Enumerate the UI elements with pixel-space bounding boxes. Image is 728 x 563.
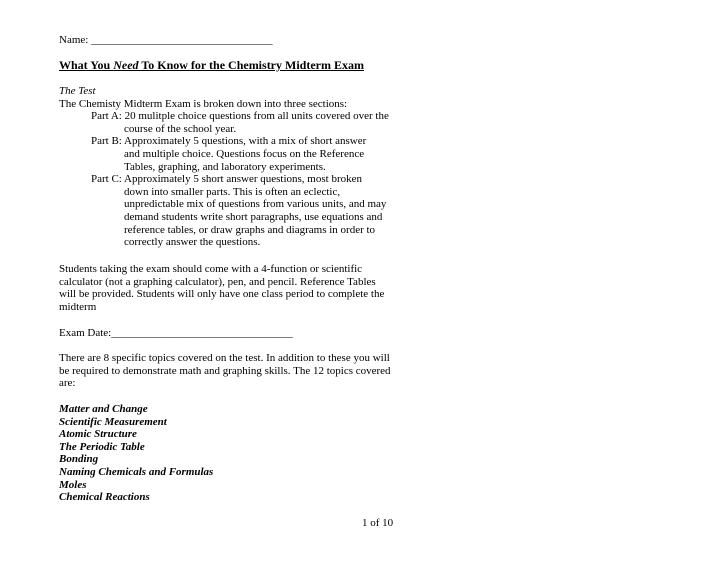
part-c-line-6: correctly answer the questions. xyxy=(124,236,261,249)
topic-item: Matter and Change xyxy=(59,403,148,415)
topic-item: The Periodic Table xyxy=(59,440,145,453)
the-test-section xyxy=(59,85,399,249)
part-a-line-1: Part A: 20 mulitple choice questions from all units covered over the xyxy=(91,110,389,123)
exam-date-field: Exam Date:_________________________________ xyxy=(59,327,293,339)
topics-list xyxy=(59,403,399,504)
name-field: Name: _________________________________ xyxy=(59,34,273,46)
part-b-line-1: Part B: Approximately 5 questions, with a mix of short answer xyxy=(91,135,367,148)
the-test-intro: The Chemisty Midterm Exam is broken down into three sections: xyxy=(59,97,348,110)
topic-item: Atomic Structure xyxy=(59,428,137,441)
part-c-line-1: Part C: Approximately 5 short answer questions, most broken xyxy=(91,173,362,186)
topics-line-2: be required to demonstrate math and graphing skills. The 12 topics covered xyxy=(59,364,391,377)
topic-item: Chemical Reactions xyxy=(59,491,150,504)
exam-date-line xyxy=(59,327,399,340)
students-line-4: midterm xyxy=(59,300,97,313)
name-line xyxy=(59,34,399,47)
part-c-line-5: reference tables, or draw graphs and diagrams in order to xyxy=(124,223,376,236)
part-c-line-4: demand students write short paragraphs, use equations and xyxy=(124,210,383,223)
students-paragraph xyxy=(59,263,399,313)
title-part2: To Know for the Chemistry Midterm Exam xyxy=(138,58,364,72)
topic-item: Bonding xyxy=(59,453,99,466)
document-title xyxy=(59,59,399,72)
topic-item: Scientific Measurement xyxy=(59,415,167,428)
students-line-3: will be provided. Students will only have one class period to complete the xyxy=(59,288,385,301)
part-c-line-2: down into smaller parts. This is often an eclectic, xyxy=(124,185,341,198)
topics-line-1: There are 8 specific topics covered on the test. In addition to these you will xyxy=(59,352,390,364)
page-number: 1 of 10 xyxy=(362,517,394,529)
part-c-line-3: unpredictable mix of questions from various units, and may xyxy=(124,198,387,211)
topic-item: Naming Chemicals and Formulas xyxy=(59,465,214,478)
topics-paragraph xyxy=(59,352,399,390)
topics-line-3: are: xyxy=(59,377,76,390)
part-b-line-3: Tables, graphing, and laboratory experiments. xyxy=(124,160,326,173)
part-a-line-2: course of the school year. xyxy=(124,122,237,135)
title-part1: What You xyxy=(59,58,114,72)
title-emphasis: Need xyxy=(113,58,139,72)
the-test-heading: The Test xyxy=(59,85,96,97)
students-line-2: calculator (not a graphing calculator), pen, and pencil. Reference Tables xyxy=(59,275,376,288)
students-line-1: Students taking the exam should come with a 4-function or scientific xyxy=(59,263,363,275)
part-b-line-2: and multiple choice. Questions focus on the Reference xyxy=(124,147,365,160)
topic-item: Moles xyxy=(59,478,87,491)
